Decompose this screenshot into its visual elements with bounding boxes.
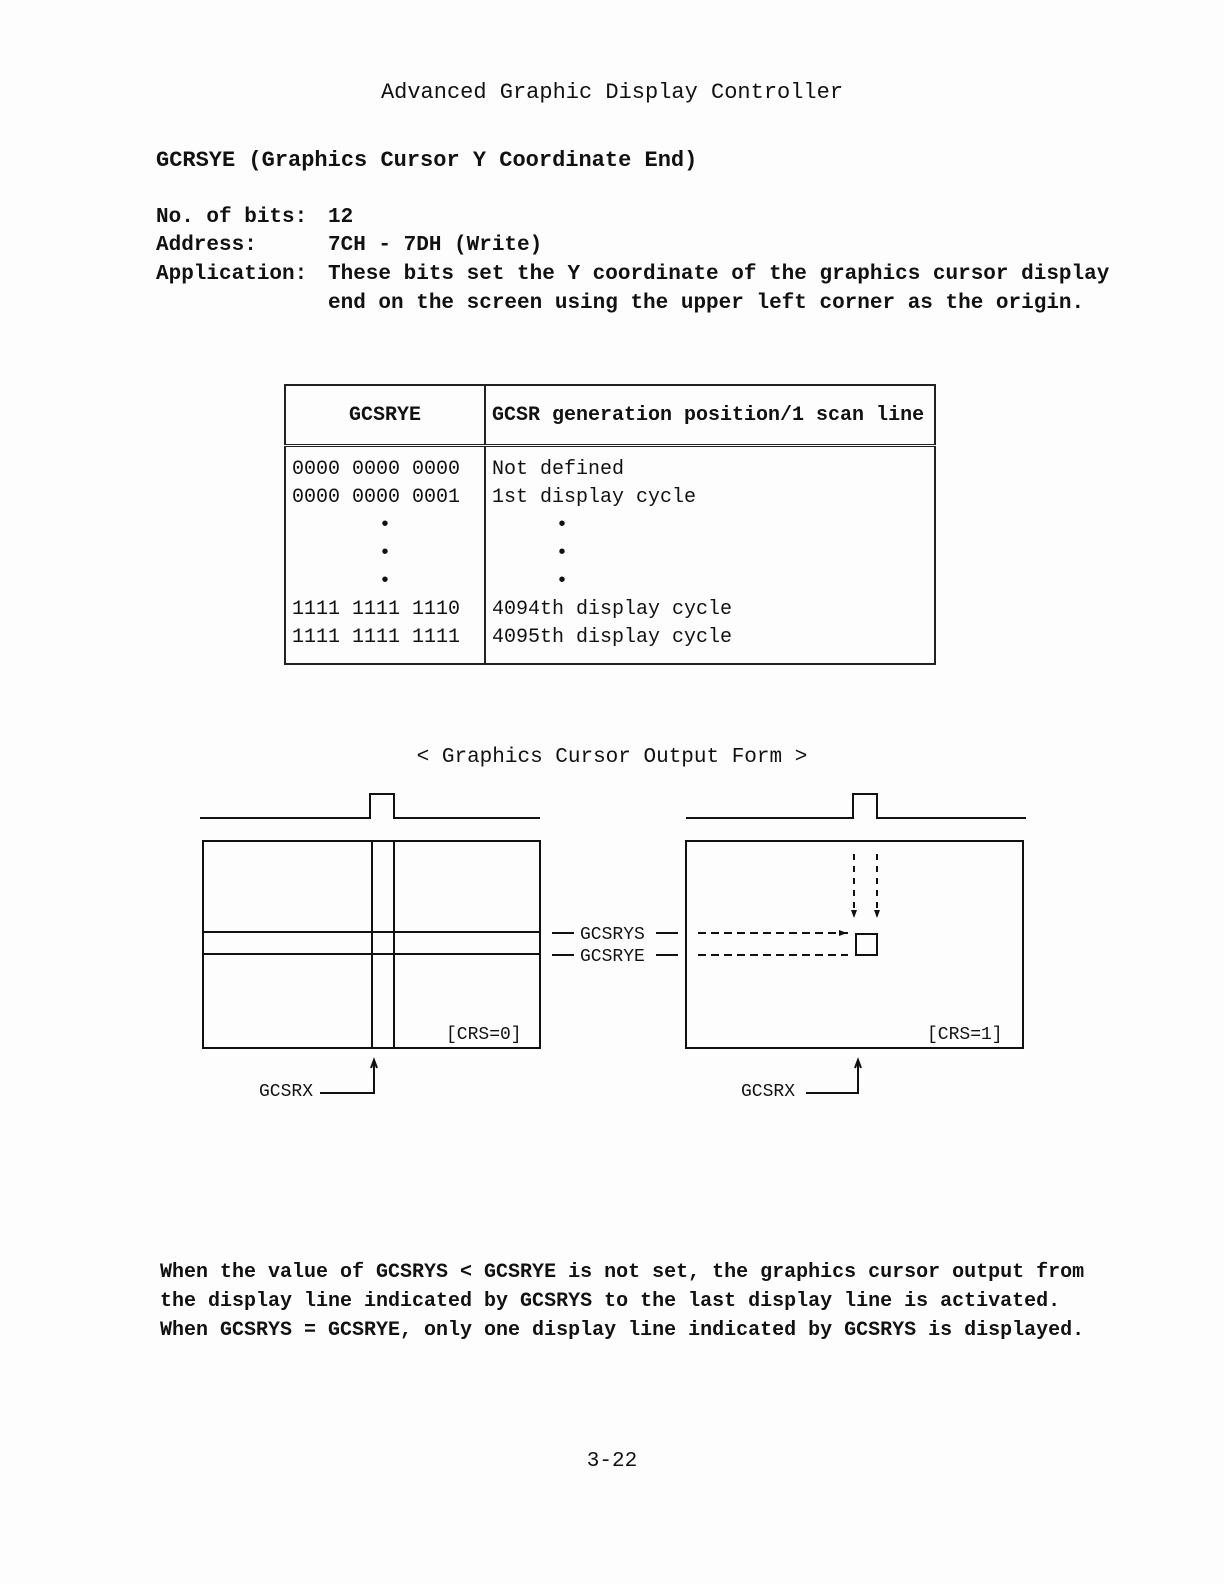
right-cursor-block bbox=[856, 934, 877, 955]
table-row bbox=[285, 596, 935, 624]
table-cell-meaning: 4094th display cycle bbox=[492, 598, 733, 621]
table-cell-code: • bbox=[285, 512, 485, 540]
bits-label: No. of bits: bbox=[156, 206, 308, 229]
bits-value: 12 bbox=[328, 206, 354, 229]
left-gcsrx-label: GCSRX bbox=[259, 1082, 314, 1102]
left-mode-label: [CRS=0] bbox=[446, 1025, 522, 1045]
table-row bbox=[285, 540, 935, 568]
table-cell-code: 0000 0000 0001 bbox=[285, 484, 485, 512]
right-ys-arrowhead bbox=[839, 930, 847, 936]
page-header: Advanced Graphic Display Controller bbox=[380, 80, 844, 105]
table-row bbox=[285, 512, 935, 540]
table-cell-meaning: • bbox=[556, 570, 569, 593]
table-column-header: GCSRYE bbox=[285, 385, 485, 446]
table-row bbox=[285, 484, 935, 512]
register-description: (Graphics Cursor Y Coordinate End) bbox=[248, 148, 698, 173]
table-header-row bbox=[285, 385, 935, 446]
application-text-line1: These bits set the Y coordinate of the graphics cursor display bbox=[328, 263, 1110, 286]
right-mode-label: [CRS=1] bbox=[927, 1025, 1003, 1045]
register-name: GCRSYE bbox=[156, 148, 236, 173]
note-line-3: When GCSRYS = GCSRYE, only one display line indicated by GCSRYS is displayed. bbox=[160, 1319, 1085, 1342]
address-value: 7CH - 7DH (Write) bbox=[328, 234, 543, 257]
right-gcsrx-arrow bbox=[806, 1062, 858, 1093]
bit-setting-table bbox=[284, 384, 936, 665]
page-number: 3-22 bbox=[586, 1450, 638, 1473]
table-cell-code: 0000 0000 0000 bbox=[285, 456, 485, 484]
figure-title: < Graphics Cursor Output Form > bbox=[416, 746, 808, 769]
address-label: Address: bbox=[156, 234, 257, 257]
note-line-1: When the value of GCSRYS < GCSRYE is not set, the graphics cursor output from bbox=[160, 1261, 1085, 1284]
table-cell-meaning: Not defined bbox=[492, 458, 625, 481]
left-pulse-line bbox=[200, 794, 540, 818]
right-pulse-line bbox=[686, 794, 1026, 818]
table-cell-meaning: 4095th display cycle bbox=[492, 626, 733, 649]
label-gcsrys: GCSRYS bbox=[580, 925, 645, 945]
table-row bbox=[285, 456, 935, 484]
table-cell-meaning: • bbox=[556, 542, 569, 565]
application-label: Application: bbox=[156, 263, 308, 286]
table-cell-code: 1111 1111 1111 bbox=[285, 624, 485, 652]
table-cell-meaning: • bbox=[556, 514, 569, 537]
label-gcsrye: GCSRYE bbox=[580, 947, 645, 967]
table-cell-code: • bbox=[285, 568, 485, 596]
table-row bbox=[285, 624, 935, 652]
table-row bbox=[285, 568, 935, 596]
right-down-arrowhead-left bbox=[851, 910, 857, 918]
cursor-output-figure bbox=[0, 780, 1224, 1120]
table-cell-meaning: 1st display cycle bbox=[492, 486, 697, 509]
right-gcsrx-label: GCSRX bbox=[741, 1082, 796, 1102]
application-text-line2: end on the screen using the upper left corner as the origin. bbox=[328, 292, 1085, 315]
table-column-header: GCSR generation position/1 scan line bbox=[492, 403, 925, 427]
left-gcsrx-arrow bbox=[320, 1062, 374, 1093]
right-down-arrowhead-right bbox=[874, 910, 880, 918]
right-screen-frame bbox=[686, 841, 1023, 1048]
note-line-2: the display line indicated by GCSRYS to the last display line is activated. bbox=[160, 1290, 1061, 1313]
table-cell-code: 1111 1111 1110 bbox=[285, 596, 485, 624]
register-title bbox=[156, 148, 697, 173]
table-cell-code: • bbox=[285, 540, 485, 568]
